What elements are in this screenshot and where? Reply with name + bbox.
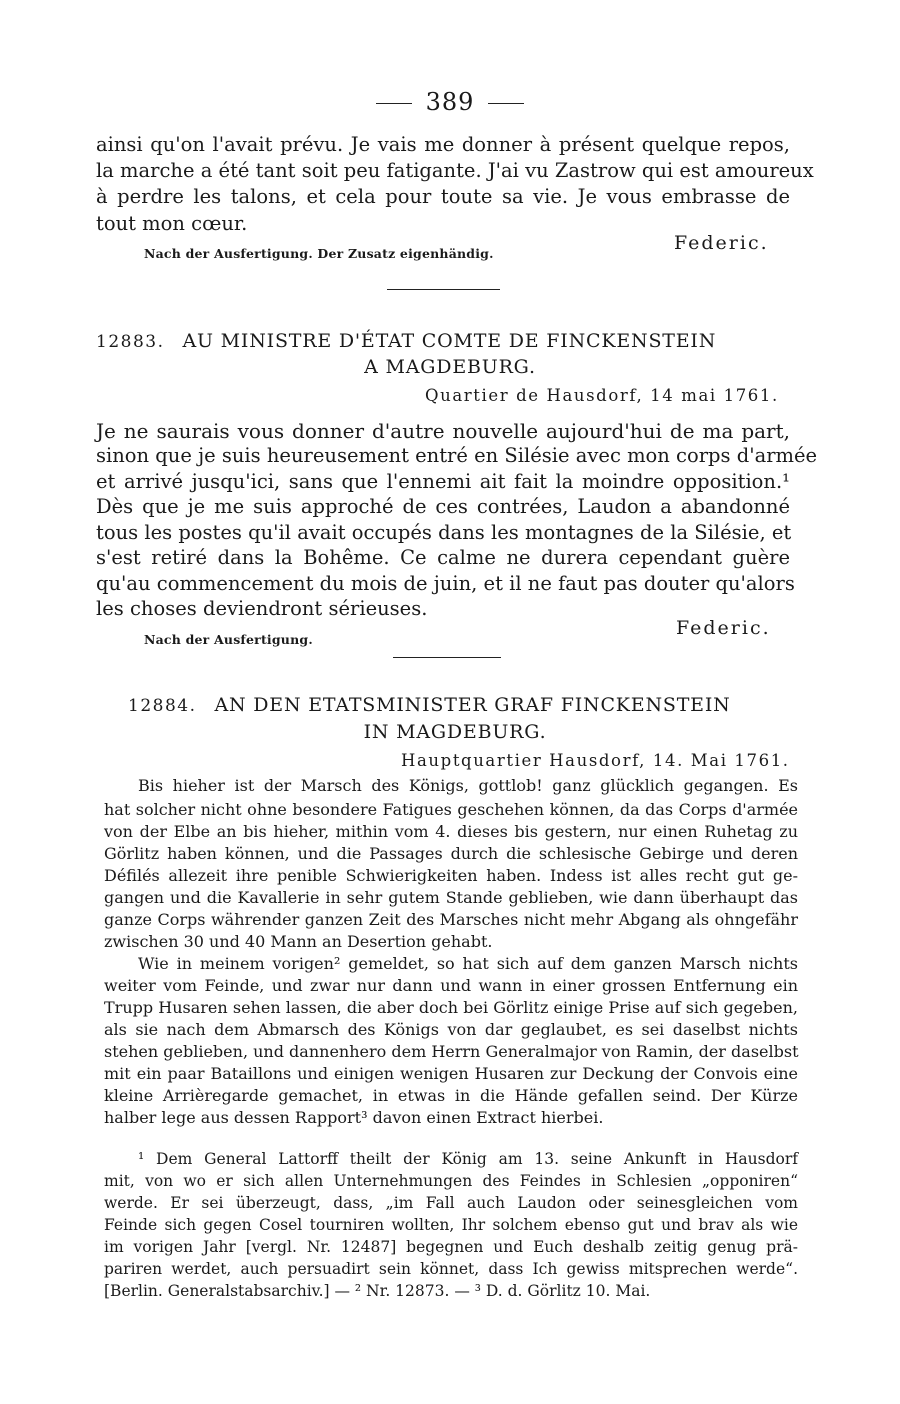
dateline: Quartier de Hausdorf, 14 mai 1761.: [425, 386, 779, 405]
text-line: qu'au commencement du mois de juin, et il ne faut pas douter qu'alors: [96, 572, 795, 595]
footnote-line: im vorigen Jahr [vergl. Nr. 12487] begegnen und Euch deshalb zeitig genug prä-: [104, 1238, 798, 1256]
text-line: mit ein paar Bataillons und einigen wenigen Husaren zur Deckung der Convois eine: [104, 1064, 798, 1083]
text-line: à perdre les talons, et cela pour toute sa vie. Je vous embrasse de: [96, 185, 790, 208]
page-number: 389: [0, 88, 900, 116]
letter-heading: [96, 330, 790, 352]
text-line: Bis hieher ist der Marsch des Königs, gottlob! ganz glücklich gegangen. Es: [138, 776, 798, 795]
text-line: Wie in meinem vorigen² gemeldet, so hat sich auf dem ganzen Marsch nichts: [138, 954, 798, 973]
signature: Federic.: [674, 232, 769, 254]
text-line: als sie nach dem Abmarsch des Königs von dar geglaubet, es sei daselbst nichts: [104, 1020, 798, 1039]
letter-number: 12884.: [128, 696, 197, 716]
text-line: les choses deviendront sérieuses.: [96, 597, 428, 620]
text-line: Görlitz haben können, und die Passages durch die schlesische Gebirge und deren: [104, 844, 798, 863]
text-line: s'est retiré dans la Bohême. Ce calme ne durera cependant guère: [96, 546, 790, 569]
text-line: Défilés allezeit ihre penible Schwierigkeiten haben. Indess ist alles recht gut ge-: [104, 866, 798, 885]
text-line: kleine Arrièregarde gemachet, in etwas in die Hände gefallen seind. Der Kürze: [104, 1086, 798, 1105]
text-line: ainsi qu'on l'avait prévu. Je vais me donner à présent quelque repos,: [96, 133, 790, 156]
text-line: tous les postes qu'il avait occupés dans les montagnes de la Silésie, et: [96, 521, 792, 544]
text-line: Trupp Husaren sehen lassen, die aber doch bei Görlitz einige Prise auf sich gegeben,: [104, 998, 798, 1017]
heading-line2: A MAGDEBURG.: [364, 356, 536, 378]
text-line: stehen geblieben, und dannenhero dem Herrn Generalmajor von Ramin, der daselbst: [104, 1042, 799, 1061]
signature: Federic.: [676, 617, 771, 639]
footnote-line: [Berlin. Generalstabsarchiv.] — ² Nr. 12873. — ³ D. d. Görlitz 10. Mai.: [104, 1282, 651, 1300]
letter-heading: [128, 694, 822, 716]
text-line: Dès que je me suis approché de ces contrées, Laudon a abandonné: [96, 495, 790, 518]
heading-line1: AU MINISTRE D'ÉTAT COMTE DE FINCKENSTEIN: [182, 330, 717, 352]
text-line: von der Elbe an bis hieher, mithin vom 4. dieses bis gestern, nur einen Ruhetag zu: [104, 822, 798, 841]
footnote-line: pariren werdet, auch persuadirt sein könnet, dass Ich gewiss mitsprechen werde“.: [104, 1260, 798, 1278]
text-line: et arrivé jusqu'ici, sans que l'ennemi ait fait la moindre opposition.¹: [96, 470, 790, 493]
text-line: la marche a été tant soit peu fatigante. J'ai vu Zastrow qui est amoureux: [96, 159, 814, 182]
text-line: sinon que je suis heureusement entré en Silésie avec mon corps d'armée: [96, 444, 818, 467]
text-line: halber lege aus dessen Rapport³ davon einen Extract hierbei.: [104, 1108, 604, 1127]
page-number-dash-left: [376, 103, 412, 104]
page-number-dash-right: [488, 103, 524, 104]
text-line: Je ne saurais vous donner d'autre nouvelle aujourd'hui de ma part,: [96, 419, 790, 443]
footnote-line: Feinde sich gegen Cosel tourniren wollten, Ihr solchem ebenso gut und brav als wie: [104, 1216, 798, 1234]
footnote-line: ¹ Dem General Lattorff theilt der König am 13. seine Ankunft in Hausdorf: [138, 1150, 798, 1168]
text-line: tout mon cœur.: [96, 212, 248, 235]
text-line: ganze Corps währender ganzen Zeit des Marsches nicht mehr Abgang als ohngefähr: [104, 910, 798, 929]
source-note: Nach der Ausfertigung.: [144, 632, 313, 647]
heading-line2: IN MAGDEBURG.: [363, 721, 547, 743]
divider: [387, 289, 500, 290]
divider: [393, 657, 501, 658]
source-note: Nach der Ausfertigung. Der Zusatz eigenhändig.: [144, 246, 494, 261]
heading-line1: AN DEN ETATSMINISTER GRAF FINCKENSTEIN: [214, 694, 731, 716]
footnote-line: mit, von wo er sich allen Unternehmungen des Feindes in Schlesien „opponiren“: [104, 1172, 798, 1190]
footnote-line: werde. Er sei überzeugt, dass, „im Fall auch Laudon oder seinesgleichen vom: [104, 1194, 798, 1212]
text-line: gangen und die Kavallerie in sehr gutem Stande geblieben, wie dann überhaupt das: [104, 888, 798, 907]
text-line: zwischen 30 und 40 Mann an Desertion gehabt.: [104, 932, 493, 951]
dateline: Hauptquartier Hausdorf, 14. Mai 1761.: [401, 751, 790, 770]
letter-number: 12883.: [96, 332, 165, 352]
text-line: hat solcher nicht ohne besondere Fatigues geschehen können, da das Corps d'armée: [104, 800, 798, 819]
text-line: weiter vom Feinde, und zwar nur dann und wann in einer grossen Entfernung ein: [104, 976, 798, 995]
